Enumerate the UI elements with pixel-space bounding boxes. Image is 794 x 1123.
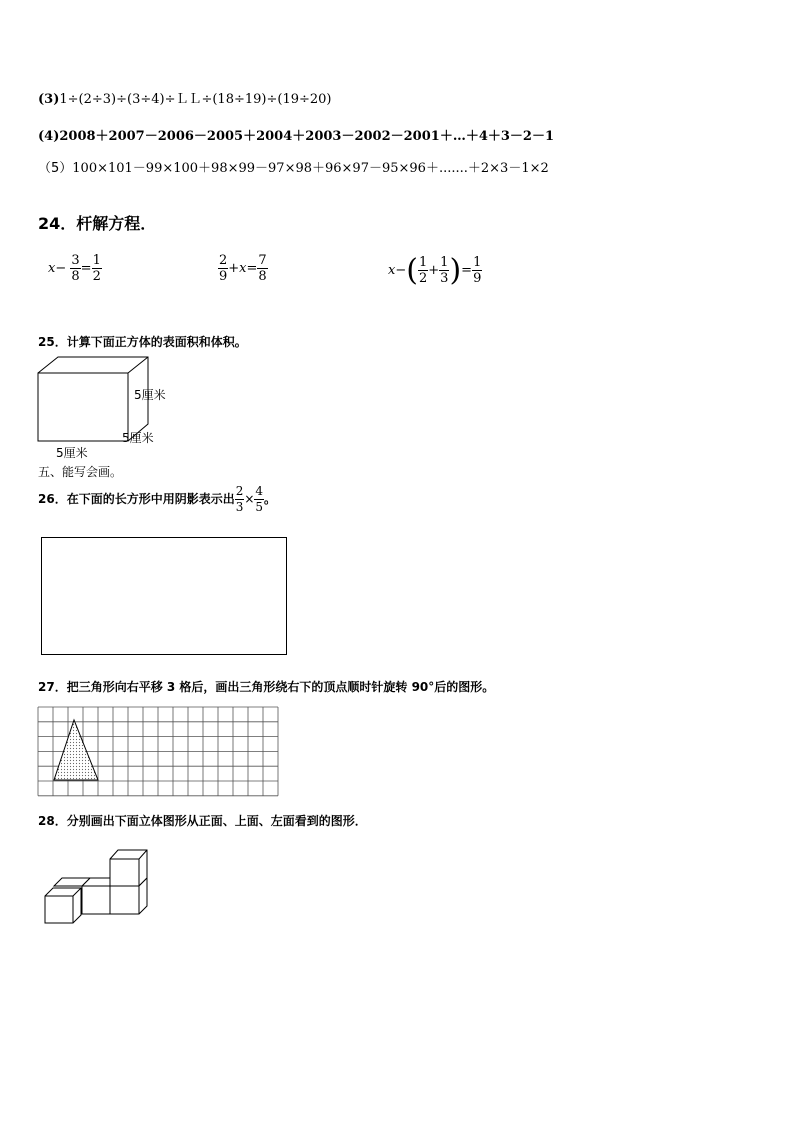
q26-frac2-denominator: 5: [255, 500, 264, 514]
q26-frac2-numerator: 4: [255, 484, 264, 498]
cube-label-width: 5厘米: [56, 446, 88, 460]
eq3-operator: −: [395, 263, 407, 278]
q23-item4-expression: 2008＋2007－2006－2005＋2004＋2003－2002－2001＋…＋4＋3－2－1: [59, 129, 554, 144]
q26-title-prefix: 26．在下面的长方形中用阴影表示出: [38, 492, 235, 506]
eq1-frac1-denominator: 8: [71, 269, 80, 284]
q26-frac1-numerator: 2: [235, 484, 244, 498]
q28-title: 28．分别画出下面立体图形从正面、上面、左面看到的图形．: [38, 814, 367, 828]
eq3-plus: +: [428, 263, 440, 278]
eq2-frac1-numerator: 2: [219, 253, 228, 268]
q23-item5-label: （5）: [38, 161, 73, 176]
q23-item4-label: (4): [38, 129, 60, 144]
q25-title: 25．计算下面正方体的表面积和体积。: [38, 335, 247, 349]
q23-item3-expression: 1÷(2÷3)÷(3÷4)÷ＬＬ÷(18÷19)÷(19÷20): [59, 92, 332, 107]
eq2-frac2-numerator: 7: [258, 253, 267, 268]
q26-title-suffix: 。: [264, 492, 277, 506]
eq2-frac1-denominator: 9: [219, 269, 228, 284]
cube-top-outline: [110, 850, 147, 886]
eq2-operator: +x: [228, 261, 247, 276]
eq3-frac2-denominator: 3: [440, 271, 449, 286]
eq3-left-paren: (: [406, 253, 418, 288]
q27-title: 27．把三角形向右平移 3 格后，画出三角形绕右下的顶点顺时针旋转 90°后的图形。: [38, 680, 495, 694]
cube-label-height: 5厘米: [134, 388, 166, 402]
section-5-title: 五、能写会画。: [38, 465, 123, 479]
eq3-frac2-numerator: 1: [440, 255, 449, 270]
cube-middle: [82, 878, 110, 914]
eq3-variable: x: [388, 263, 396, 278]
eq1-operator: −: [55, 261, 67, 276]
eq1-frac2-denominator: 2: [92, 269, 101, 284]
eq1-variable: x: [48, 261, 56, 276]
q26-frac1-denominator: 3: [235, 500, 244, 514]
eq1-frac2-numerator: 1: [92, 253, 101, 268]
eq3-equals: =: [461, 263, 473, 278]
q24-title: 24．杆解方程．: [38, 214, 157, 233]
eq2-frac2-denominator: 8: [258, 269, 267, 284]
eq3-frac3-numerator: 1: [473, 255, 482, 270]
eq1-equals: =: [80, 261, 92, 276]
cube-label-depth: 5厘米: [122, 431, 154, 445]
eq3-frac1-denominator: 2: [418, 271, 428, 286]
q23-item5-expression: 100×101－99×100＋98×99－97×98＋96×97－95×96＋.......＋2×3－1×2: [72, 161, 549, 176]
eq2-equals: =: [246, 261, 258, 276]
eq3-right-paren: ): [449, 253, 462, 288]
eq3-frac1-numerator: 1: [418, 255, 428, 270]
eq1-frac1-numerator: 3: [71, 253, 80, 268]
eq3-frac3-denominator: 9: [473, 271, 482, 286]
q23-item3-label: (3): [38, 92, 60, 107]
q26-times: ×: [244, 492, 255, 506]
